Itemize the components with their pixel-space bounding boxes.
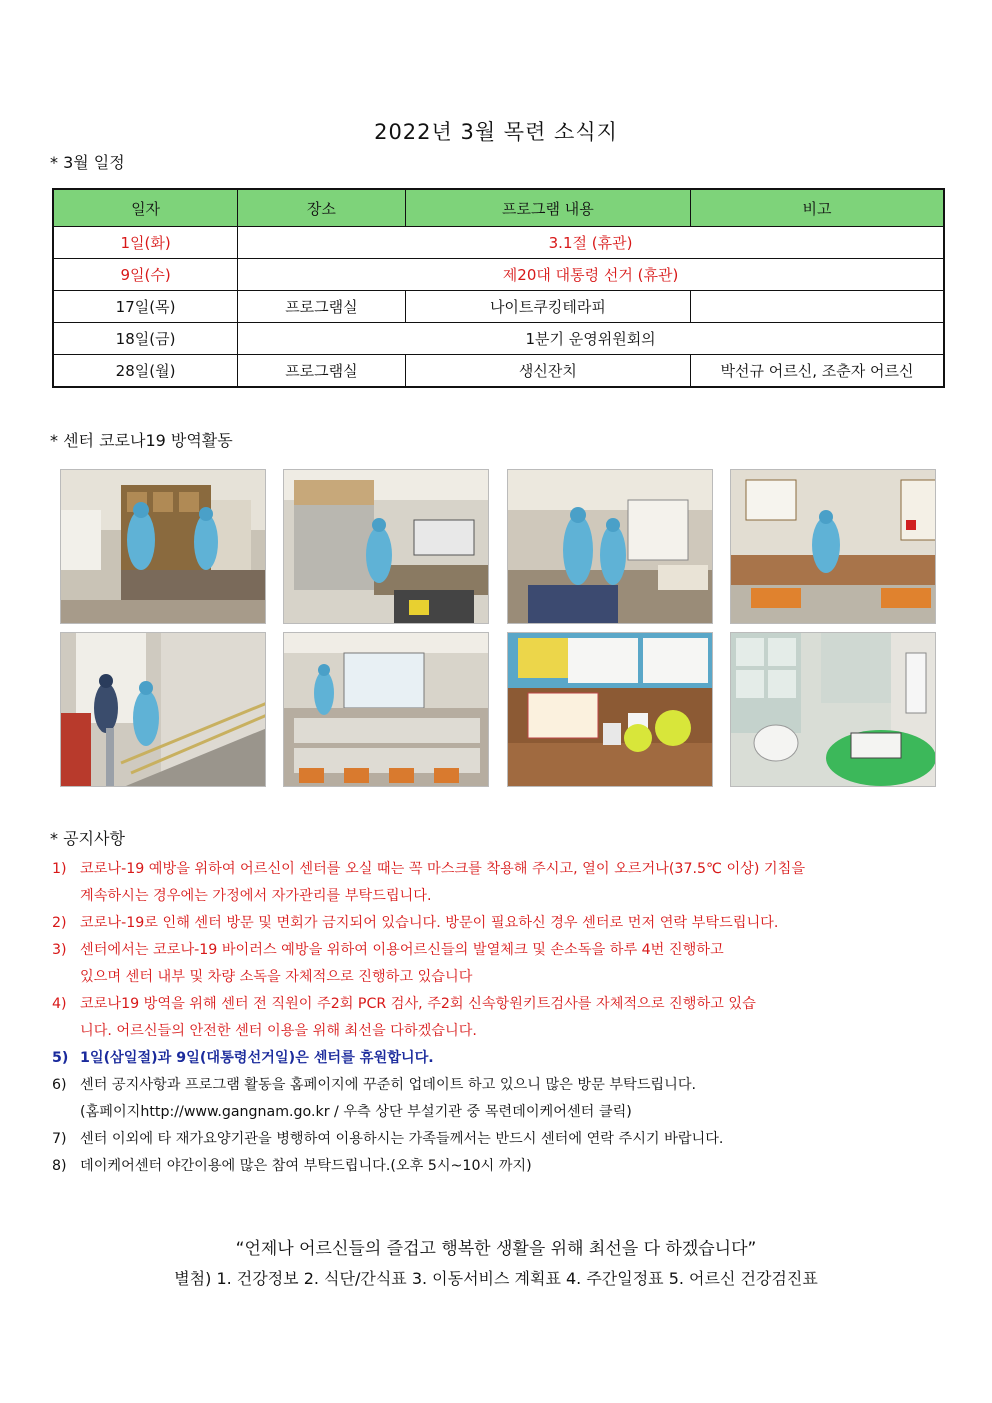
row-place: 프로그램실 bbox=[238, 355, 406, 388]
row-program: 생신잔치 bbox=[405, 355, 690, 388]
disinfection-photo-5 bbox=[60, 632, 266, 787]
row-note bbox=[691, 291, 944, 323]
notice-line: 니다. 어르신들의 안전한 센터 이용을 위해 최선을 다하겠습니다. bbox=[80, 1023, 477, 1039]
notice-line: 코로나-19로 인해 센터 방문 및 면회가 금지되어 있습니다. 방문이 필요하신 경우 센터로 먼저 연락 부탁드립니다. bbox=[80, 915, 779, 931]
closing-message: “언제나 어르신들의 즐겁고 행복한 생활을 위해 최선을 다 하겠습니다” bbox=[235, 1239, 757, 1259]
header-note: 비고 bbox=[691, 189, 944, 227]
table-row bbox=[53, 355, 944, 388]
notice-line: 센터 공지사항과 프로그램 활동을 홈페이지에 꾸준히 업데이트 하고 있으니 많은 방문 부탁드립니다. bbox=[80, 1077, 697, 1093]
notice-line: 코로나-19 예방을 위하여 어르신이 센터를 오실 때는 꼭 마스크를 착용해 주시고, 열이 오르거나(37.5℃ 이상) 기침을 bbox=[80, 861, 806, 877]
table-row bbox=[53, 323, 944, 355]
notice-item bbox=[52, 1045, 932, 1072]
table-row bbox=[53, 227, 944, 259]
schedule-header-row bbox=[53, 189, 944, 227]
notice-line: 계속하시는 경우에는 가정에서 자가관리를 부탁드립니다. bbox=[80, 888, 432, 904]
row-date: 17일(목) bbox=[53, 291, 238, 323]
header-place: 장소 bbox=[238, 189, 406, 227]
row-date: 1일(화) bbox=[53, 227, 238, 259]
disinfection-photo-7 bbox=[507, 632, 713, 787]
photo-grid bbox=[60, 469, 936, 787]
notice-line: 1일(삼일절)과 9일(대통령선거일)은 센터를 휴원합니다. bbox=[80, 1050, 434, 1066]
row-merged-content: 제20대 대통령 선거 (휴관) bbox=[238, 259, 944, 291]
row-place: 프로그램실 bbox=[238, 291, 406, 323]
notice-item bbox=[52, 937, 932, 991]
notice-number: 2) bbox=[52, 915, 67, 931]
attachments-line: 별첨) 1. 건강정보 2. 식단/간식표 3. 이동서비스 계획표 4. 주간일정표 5. 어르신 건강검진표 bbox=[174, 1269, 818, 1288]
disinfection-photo-8 bbox=[730, 632, 936, 787]
disinfection-photo-3 bbox=[507, 469, 713, 624]
notice-number: 1) bbox=[52, 861, 67, 877]
row-date: 18일(금) bbox=[53, 323, 238, 355]
photos-heading: * 센터 코로나19 방역활동 bbox=[50, 431, 233, 450]
notice-number: 3) bbox=[52, 942, 67, 958]
disinfection-photo-1 bbox=[60, 469, 266, 624]
notice-item bbox=[52, 991, 932, 1045]
row-program: 나이트쿠킹테라피 bbox=[405, 291, 690, 323]
notice-number: 6) bbox=[52, 1077, 67, 1093]
header-date: 일자 bbox=[53, 189, 238, 227]
notice-line: 센터에서는 코로나-19 바이러스 예방을 위하여 이용어르신들의 발열체크 및 손소독을 하루 4번 진행하고 bbox=[80, 942, 724, 958]
table-row bbox=[53, 291, 944, 323]
notice-line: 데이케어센터 야간이용에 많은 참여 부탁드립니다.(오후 5시~10시 까지) bbox=[80, 1158, 532, 1174]
notice-number: 5) bbox=[52, 1050, 69, 1066]
notice-line: 있으며 센터 내부 및 차량 소독을 자체적으로 진행하고 있습니다 bbox=[80, 969, 473, 985]
table-row bbox=[53, 259, 944, 291]
row-merged-content: 3.1절 (휴관) bbox=[238, 227, 944, 259]
notice-number: 4) bbox=[52, 996, 67, 1012]
notices-heading: * 공지사항 bbox=[50, 829, 125, 848]
notice-number: 8) bbox=[52, 1158, 67, 1174]
notice-line: 센터 이외에 타 재가요양기관을 병행하여 이용하시는 가족들께서는 반드시 센터에 연락 주시기 바랍니다. bbox=[80, 1131, 724, 1147]
notice-item bbox=[52, 1126, 932, 1153]
row-date: 28일(월) bbox=[53, 355, 238, 388]
notice-item bbox=[52, 856, 932, 910]
notice-item bbox=[52, 910, 932, 937]
row-date: 9일(수) bbox=[53, 259, 238, 291]
notice-line: 코로나19 방역을 위해 센터 전 직원이 주2회 PCR 검사, 주2회 신속항원키트검사를 자체적으로 진행하고 있습 bbox=[80, 996, 756, 1012]
notice-item bbox=[52, 1153, 932, 1180]
disinfection-photo-6 bbox=[283, 632, 489, 787]
notice-number: 7) bbox=[52, 1131, 67, 1147]
schedule-table bbox=[52, 188, 945, 388]
notice-item bbox=[52, 1072, 932, 1126]
schedule-heading: * 3월 일정 bbox=[50, 153, 125, 172]
notices-list bbox=[52, 856, 932, 1180]
header-program: 프로그램 내용 bbox=[405, 189, 690, 227]
disinfection-photo-2 bbox=[283, 469, 489, 624]
row-merged-content: 1분기 운영위원회의 bbox=[238, 323, 944, 355]
page-title: 2022년 3월 목련 소식지 bbox=[374, 120, 618, 144]
notice-line: (홈페이지http://www.gangnam.go.kr / 우측 상단 부설기관 중 목련데이케어센터 클릭) bbox=[80, 1104, 632, 1120]
disinfection-photo-4 bbox=[730, 469, 936, 624]
row-note: 박선규 어르신, 조춘자 어르신 bbox=[691, 355, 944, 388]
